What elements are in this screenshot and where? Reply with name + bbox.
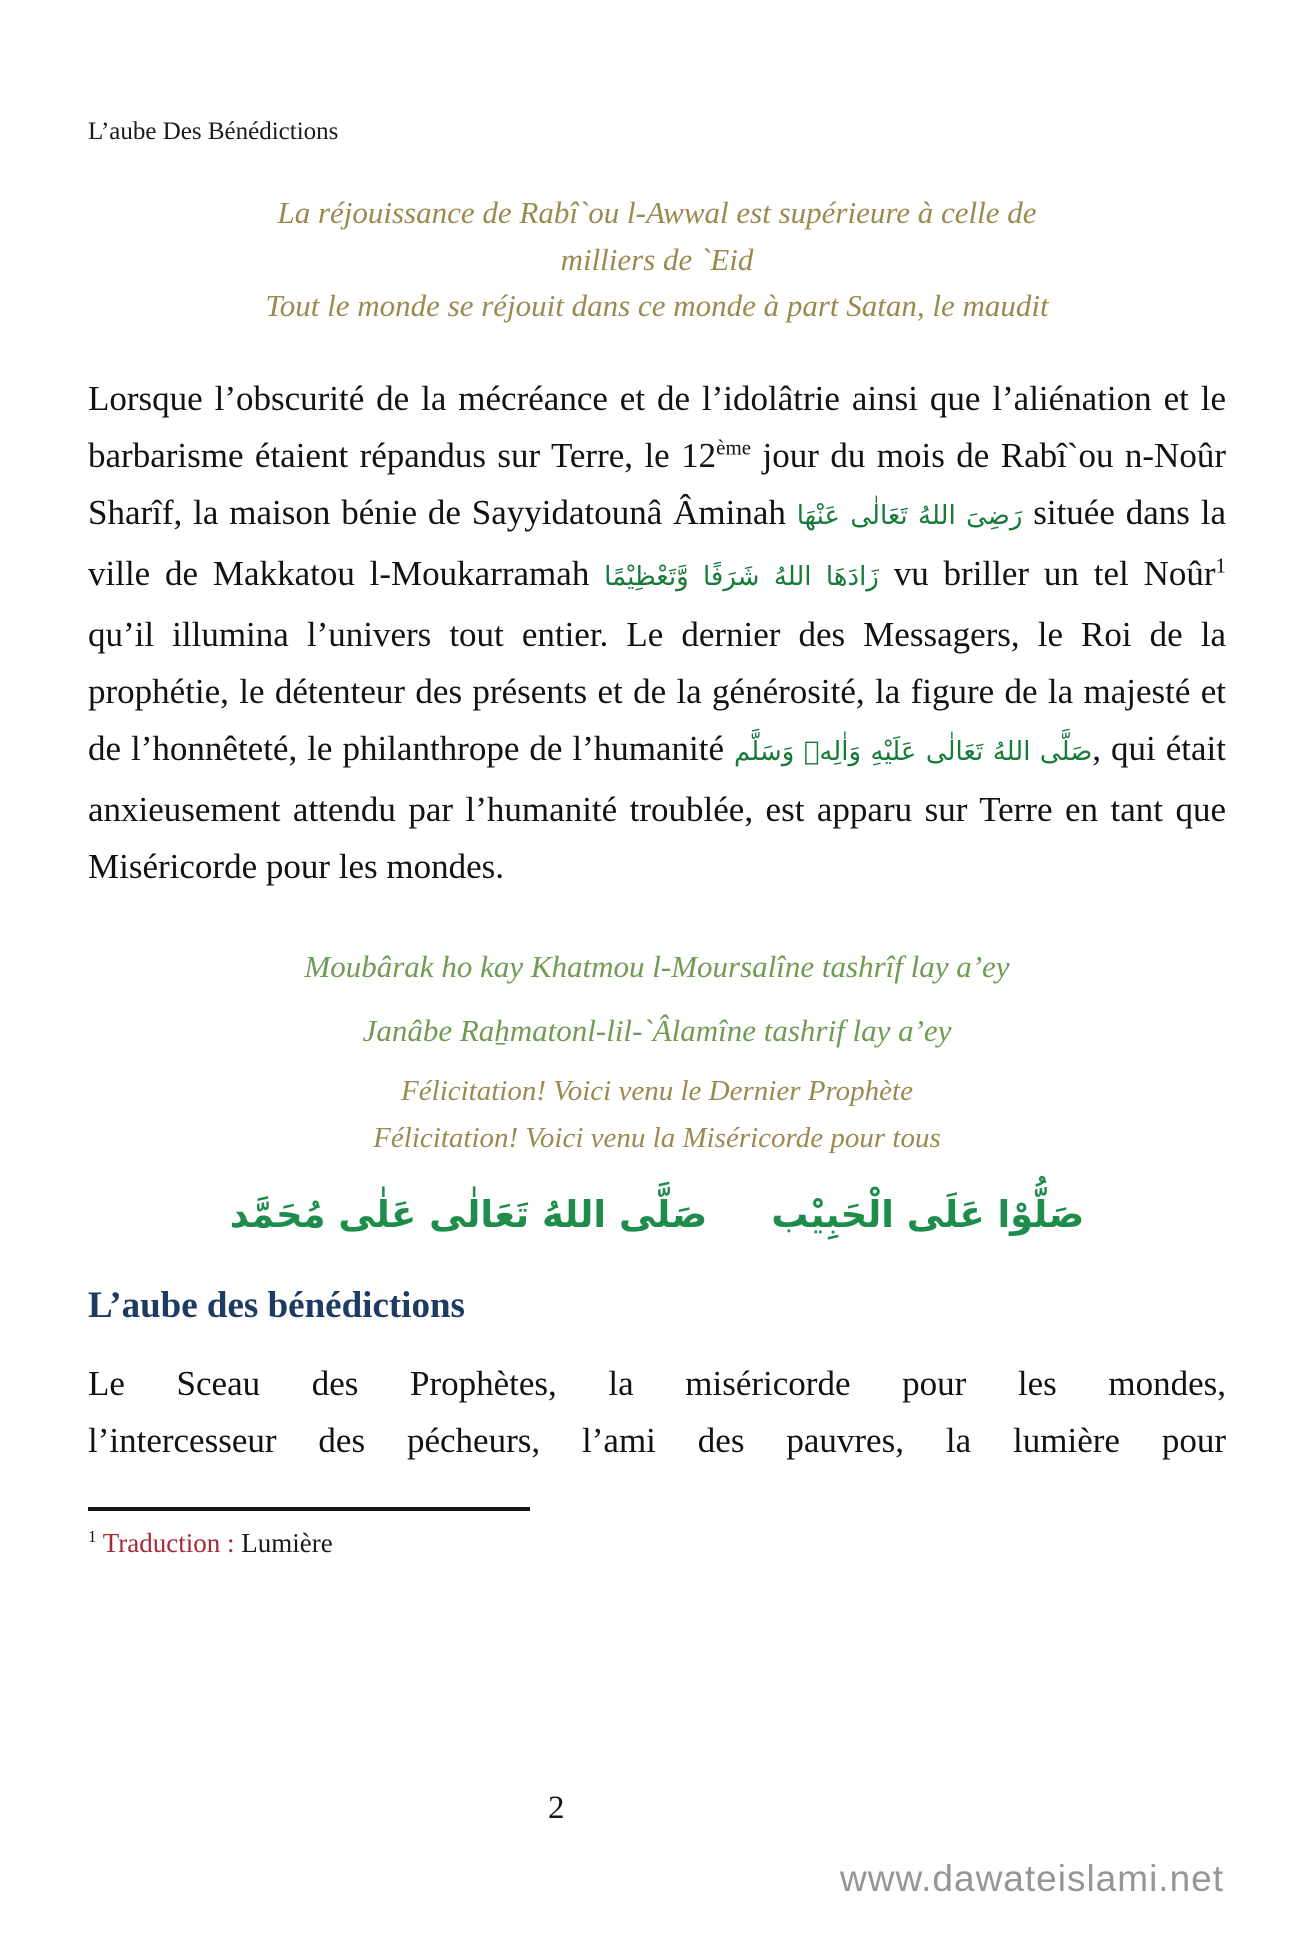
paragraph-text: Lorsque l’obscurité de la mécréance et de l’idolâtrie ainsi que l’aliénation et le barbarisme étaient répandus sur Terre, le 12 bbox=[88, 378, 1226, 475]
couplet-heading-line: La réjouissance de Rabî`ou l-Awwal est supérieure à celle de bbox=[277, 195, 1037, 230]
paragraph-text: ème bbox=[716, 434, 752, 459]
inline-arabic-honorific: زَادَهَا اللهُ شَرَفًا وَّتَعْظِيْمًا bbox=[604, 561, 879, 592]
footnote-divider bbox=[88, 1507, 530, 1511]
page-number: 2 bbox=[548, 1790, 565, 1826]
paragraph-text: jour du mois de Rabî`ou n-Noûr Sharîf, la maison bénie de Sayyidatounâ Âminah bbox=[88, 435, 1227, 532]
inline-arabic-honorific: صَلَّى اللهُ تَعَالٰى عَلَيْهِ وَاٰلِهٖ وَسَلَّم bbox=[734, 736, 1093, 767]
section-heading: L’aube des bénédictions bbox=[88, 1284, 465, 1326]
arabic-salat-phrase-right: صَلُّوْا عَلَى الْحَبِيْب bbox=[771, 1192, 1085, 1236]
footnote-label: Traduction : bbox=[102, 1527, 235, 1558]
footnote-marker: 1 bbox=[88, 1526, 97, 1546]
paragraph-second bbox=[88, 1355, 1226, 1469]
paragraph-text: vu briller un tel Noûr bbox=[878, 553, 1216, 593]
paragraph-main bbox=[88, 370, 1226, 895]
translation-line: Félicitation! Voici venu le Dernier Prophète bbox=[401, 1074, 913, 1107]
paragraph-second-line: l’intercesseur des pécheurs, l’ami des pauvres, la lumière pour bbox=[88, 1420, 1226, 1460]
couplet-heading-line: Tout le monde se réjouit dans ce monde à part Satan, le maudit bbox=[265, 288, 1049, 323]
translation-couplet bbox=[88, 1074, 1226, 1154]
footnote bbox=[88, 1527, 1226, 1559]
paragraph-text: , qui était anxieusement attendu par l’humanité troublée, est apparu sur Terre en tant que Miséricorde pour les mondes. bbox=[88, 728, 1227, 886]
transliteration-line: Moubârak ho kay Khatmou l-Moursalîne tashrîf lay a’ey bbox=[304, 948, 1010, 984]
paragraph-second-line: Le Sceau des Prophètes, la miséricorde pour les mondes, bbox=[88, 1363, 1226, 1403]
footnote-text: Lumière bbox=[234, 1527, 333, 1558]
paragraph-text: qu’il illumina l’univers tout entier. Le dernier des Messagers, le Roi de la prophétie, le détenteur des présents et de la générosité, la figure de la majesté et de l’honnêteté, le philanthrope de l’humanité bbox=[88, 614, 1226, 768]
arabic-salat-phrase-left: صَلَّى اللهُ تَعَالٰى عَلٰى مُحَمَّد bbox=[229, 1192, 708, 1236]
transliteration-line: Janâbe Raẖmatonl-lil-`Âlamîne tashrif lay a’ey bbox=[362, 1012, 952, 1048]
inline-arabic-honorific: رَضِىَ اللهُ تَعَالٰى عَنْهَا bbox=[796, 500, 1023, 531]
paragraph-text: 1 bbox=[1215, 552, 1227, 577]
running-header: L’aube Des Bénédictions bbox=[88, 118, 339, 145]
translation-line: Félicitation! Voici venu la Miséricorde pour tous bbox=[373, 1121, 941, 1154]
watermark-url: www.dawateislami.net bbox=[840, 1858, 1224, 1899]
transliteration-couplet bbox=[88, 949, 1226, 1049]
couplet-heading-line: milliers de `Eid bbox=[560, 241, 754, 277]
arabic-salat-line bbox=[88, 1193, 1226, 1236]
paragraph-text: située dans la ville de Makkatou l-Moukarramah bbox=[88, 492, 1226, 593]
chapter-couplet-heading bbox=[88, 190, 1226, 330]
